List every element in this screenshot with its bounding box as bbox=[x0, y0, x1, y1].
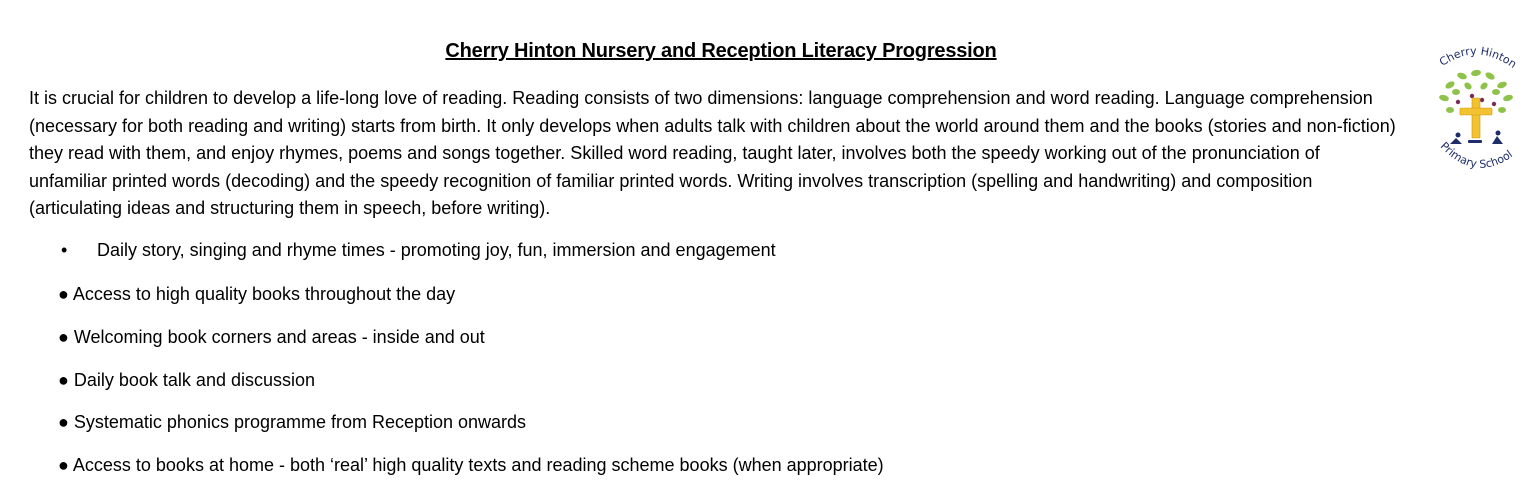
bullet-list bbox=[58, 283, 884, 497]
list-item bbox=[61, 240, 776, 261]
list-item-text: Daily story, singing and rhyme times - promoting joy, fun, immersion and engagement bbox=[97, 240, 776, 260]
list-item: ● Welcoming book corners and areas - inside and out bbox=[58, 326, 485, 347]
list-item: ● Access to high quality books throughout the day bbox=[58, 284, 456, 304]
list-item: ● Daily book talk and discussion bbox=[58, 369, 316, 390]
document-title: Cherry Hinton Nursery and Reception Literacy Progression bbox=[445, 40, 997, 62]
svg-text:Cherry Hinton bbox=[1437, 44, 1519, 70]
svg-text:Primary School bbox=[1438, 139, 1515, 170]
logo-text-top: Cherry Hinton bbox=[1437, 44, 1519, 71]
list-item: ● Access to books at home - both ‘real’ high quality texts and reading scheme books (when appropriate) bbox=[58, 455, 884, 476]
list-item: ● Systematic phonics programme from Reception onwards bbox=[58, 412, 527, 433]
bullet-icon: • bbox=[61, 240, 68, 260]
logo-text-bottom: Primary School bbox=[1437, 139, 1515, 171]
school-logo-icon bbox=[1428, 40, 1524, 180]
intro-paragraph: It is crucial for children to develop a life-long love of reading. Reading consists of two dimensions: language comprehension and word reading. Language comprehension (necessary for both reading and writing) starts from birth. It only develops when adults talk with children about the world around them and the books (stories and non-fiction) they read with them, and enjoy rhymes, poems and songs together. Skilled word reading, taught later, involves both the speedy working out of the pronunciation of unfamiliar printed words (decoding) and the speedy recognition of familiar printed words. Writing involves transcription (spelling and handwriting) and composition (articulating ideas and structuring them in speech, before writing). bbox=[29, 88, 1396, 218]
